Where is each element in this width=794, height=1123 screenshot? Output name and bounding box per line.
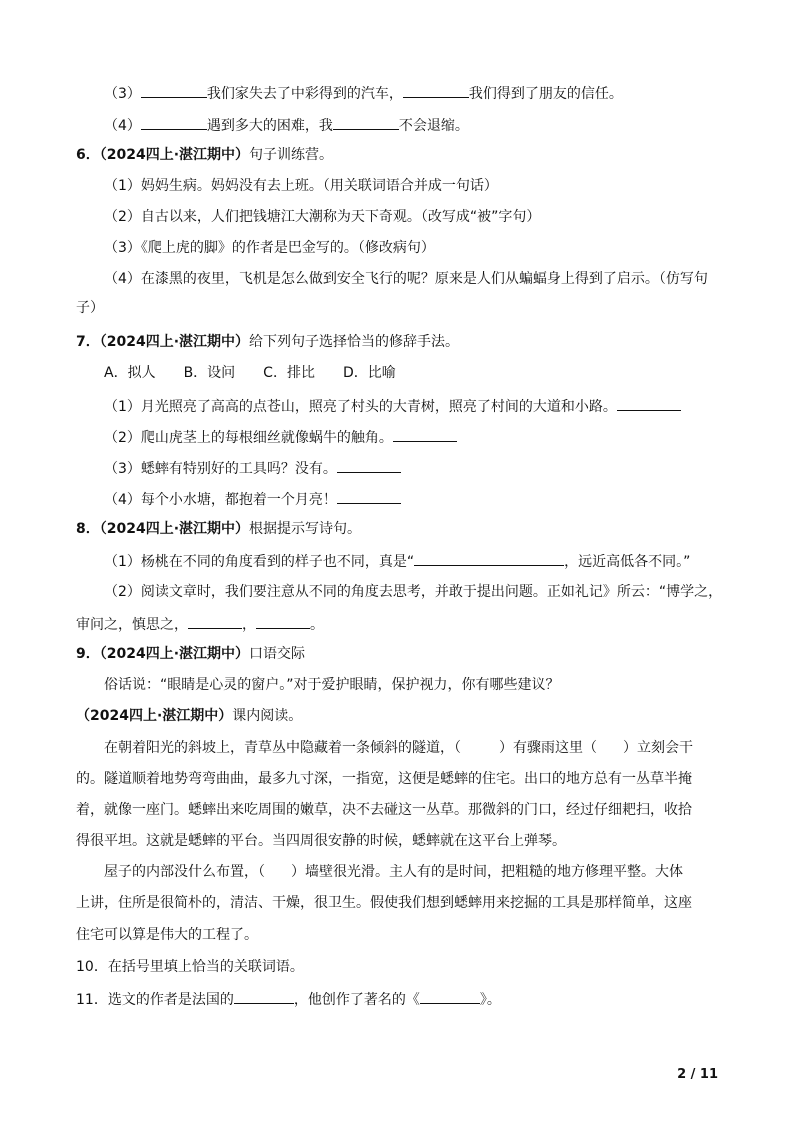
reading-p2-line2: 上讲，住所是很简朴的，清洁、干燥，很卫生。假使我们想到蟋蟀用来挖掘的工具是那样简单，这座	[76, 895, 692, 911]
passage-text: ）墙壁很光滑。主人有的是时间，把粗糙的地方修理平整。大体	[291, 864, 683, 880]
question-title: 口语交际	[249, 646, 306, 662]
passage-text: ）有骤雨这里（	[499, 740, 597, 756]
answer-blank[interactable]	[414, 550, 564, 566]
question-11	[76, 988, 501, 1010]
item-text: （1）月光照亮了高高的点苍山，照亮了村头的大青树，照亮了村间的大道和小路。	[104, 399, 617, 415]
q8-item-2-continued	[76, 613, 324, 635]
answer-blank[interactable]	[188, 613, 242, 629]
q6-item-1: （1）妈妈生病。妈妈没有去上班。（用关联词语合并成一句话）	[104, 178, 498, 194]
question-9-header	[76, 644, 305, 664]
question-source-tag: （2024四上·湛江期中）	[99, 334, 250, 350]
item-text: ，	[242, 617, 256, 633]
item-text: （1）杨桃在不同的角度看到的样子也不同，真是“	[104, 554, 415, 570]
question-title: 在括号里填上恰当的关联词语。	[107, 959, 304, 975]
answer-blank[interactable]	[420, 988, 480, 1004]
item-text: 我们得到了朋友的信任。	[468, 86, 623, 102]
answer-blank[interactable]	[403, 82, 469, 98]
question-6-header	[76, 145, 333, 165]
question-source-tag: （2024四上·湛江期中）	[76, 708, 233, 724]
answer-blank[interactable]	[141, 82, 207, 98]
answer-blank[interactable]	[333, 114, 399, 130]
question-title: 句子训练营。	[249, 147, 334, 163]
item-text: 遇到多大的困难，我	[206, 118, 333, 134]
answer-blank[interactable]	[337, 457, 401, 473]
q9-text: 俗话说：“眼睛是心灵的窗户。”对于爱护眼睛，保护视力，你有哪些建议？	[104, 677, 560, 693]
q7-item-1	[104, 395, 681, 417]
reading-p1-line3: 着，就像一座门。蟋蟀出来吃周围的嫩草，决不去碰这一丛草。那微斜的门口，经过仔细耙扫，收拾	[76, 802, 692, 818]
q6-item-4: （4）在漆黑的夜里，飞机是怎么做到安全飞行的呢？原来是人们从蝙蝠身上得到了启示。（仿写句	[104, 271, 708, 287]
question-title: 给下列句子选择恰当的修辞手法。	[249, 334, 460, 350]
q5-item-4	[104, 114, 469, 136]
q5-item-3	[104, 82, 623, 104]
answer-blank[interactable]	[234, 988, 294, 1004]
item-text: 》。	[479, 992, 501, 1008]
question-number: 8．	[76, 521, 100, 537]
reading-p1-line4: 得很平坦。这就是蟋蟀的平台。当四周很安静的时候，蟋蟀就在这平台上弹琴。	[76, 833, 566, 849]
item-text: （3）蟋蟀有特别好的工具吗？没有。	[104, 461, 337, 477]
question-number: 6．	[76, 147, 100, 163]
item-text: 选文的作者是法国的	[107, 992, 234, 1008]
question-number: 7．	[76, 334, 100, 350]
item-text: （4）每个小水塘，都抱着一个月亮！	[104, 492, 337, 508]
reading-p2-line1	[104, 862, 683, 882]
item-text: （2）爬山虎茎上的每根细丝就像蜗牛的触角。	[104, 430, 393, 446]
item-text: ，远近高低各不同。”	[564, 554, 691, 570]
question-7-header	[76, 332, 459, 352]
q6-item-2: （2）自古以来，人们把钱塘江大潮称为天下奇观。（改写成“被”字句）	[104, 209, 541, 225]
item-text: 。	[310, 617, 324, 633]
answer-blank[interactable]	[141, 114, 207, 130]
question-number: 11．	[76, 992, 108, 1008]
answer-blank[interactable]	[256, 613, 310, 629]
q7-item-3	[104, 457, 401, 479]
item-text: ，他创作了著名的《	[293, 992, 420, 1008]
reading-p1-line1	[104, 738, 693, 758]
question-number: 10．	[76, 959, 108, 975]
page-number: 2 / 11	[677, 1067, 718, 1082]
question-title: 根据提示写诗句。	[249, 521, 362, 537]
q8-item-1	[104, 550, 690, 572]
question-source-tag: （2024四上·湛江期中）	[99, 521, 250, 537]
question-source-tag: （2024四上·湛江期中）	[99, 646, 250, 662]
item-text: 我们家失去了中彩得到的汽车，	[206, 86, 403, 102]
answer-blank[interactable]	[337, 488, 401, 504]
item-text: 不会退缩。	[398, 118, 469, 134]
question-number: 9．	[76, 646, 100, 662]
section-title: 课内阅读。	[232, 708, 303, 724]
question-8-header	[76, 519, 361, 539]
passage-text: 在朝着阳光的斜坡上，青草丛中隐藏着一条倾斜的隧道，（	[104, 740, 461, 756]
item-number: （3）	[104, 86, 141, 102]
question-source-tag: （2024四上·湛江期中）	[99, 147, 250, 163]
passage-text: ）立刻会干	[623, 740, 693, 756]
answer-blank[interactable]	[617, 395, 681, 411]
question-10	[76, 957, 304, 977]
reading-p2-line3: 住宅可以算是伟大的工程了。	[76, 927, 258, 943]
item-number: （4）	[104, 118, 141, 134]
q7-item-2	[104, 426, 457, 448]
reading-header	[76, 706, 302, 726]
q6-item-3: （3）《爬上虎的脚》的作者是巴金写的。（修改病句）	[104, 240, 435, 256]
passage-text: 屋子的内部没什么布置，（	[104, 864, 265, 880]
item-text: 审问之，慎思之，	[76, 617, 188, 633]
q6-item-4-continued: 子）	[76, 300, 104, 316]
q7-item-4	[104, 488, 401, 510]
answer-blank[interactable]	[393, 426, 457, 442]
reading-p1-line2: 的。隧道顺着地势弯弯曲曲，最多九寸深，一指宽，这便是蟋蟀的住宅。出口的地方总有一丛草半掩	[76, 771, 692, 787]
q7-options: A．拟人 B．设问 C．排比 D．比喻	[104, 365, 396, 381]
q8-item-2: （2）阅读文章时，我们要注意从不同的角度去思考，并敢于提出问题。正如礼记》所云：“博学之，	[104, 584, 723, 600]
